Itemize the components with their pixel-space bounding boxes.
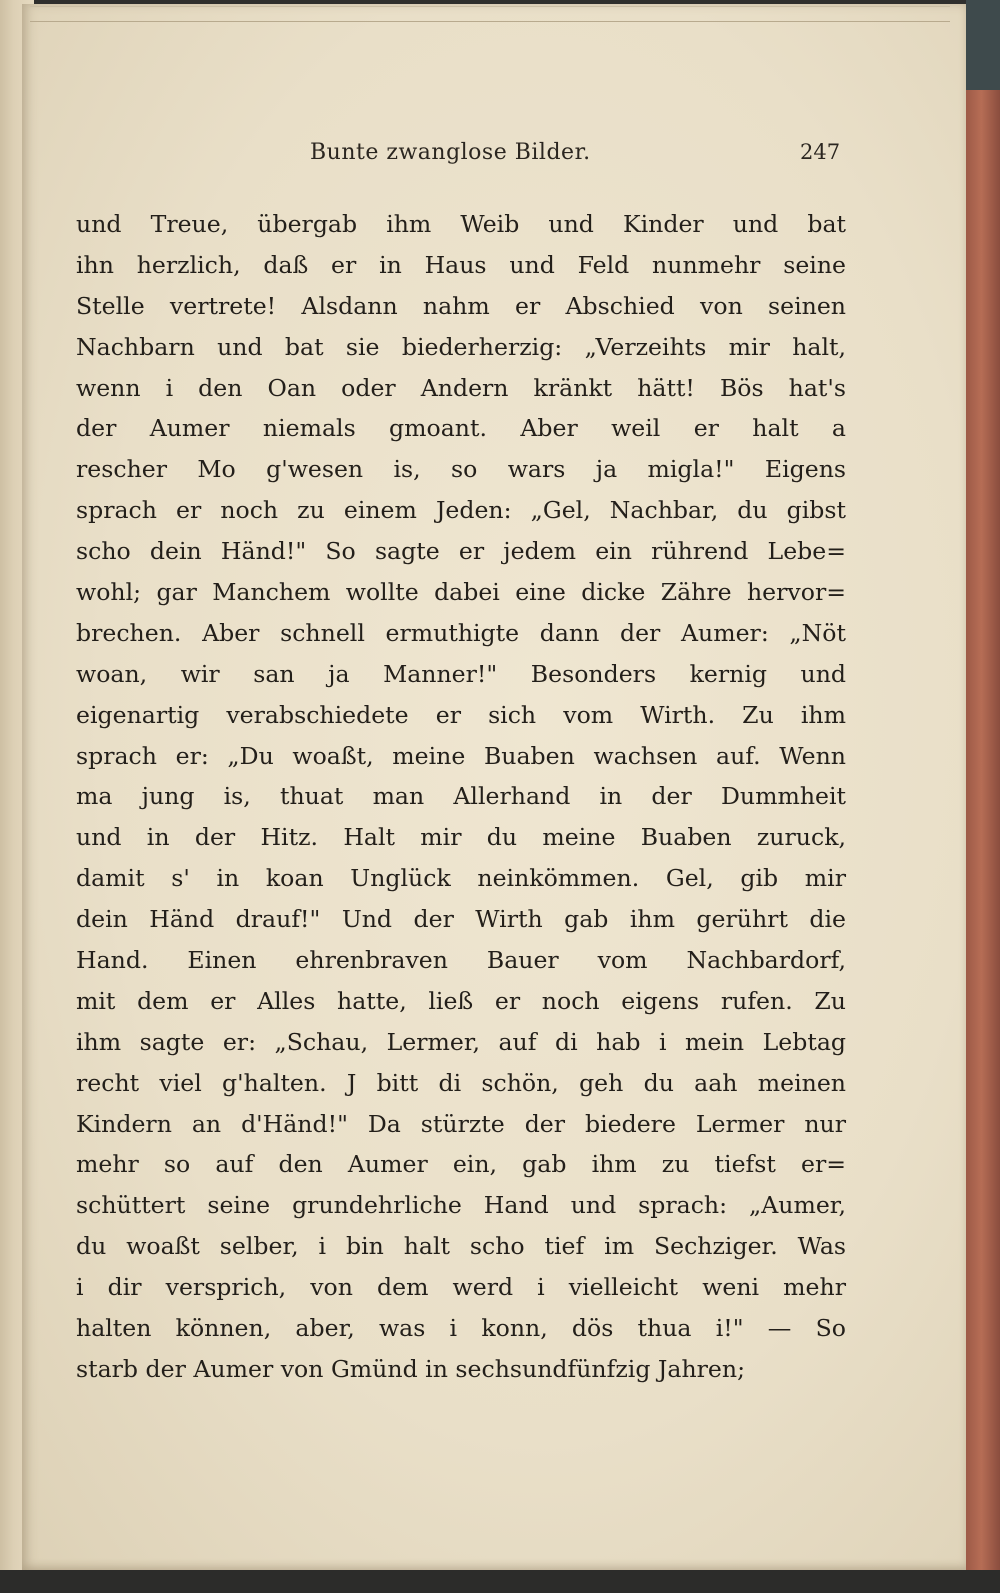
text-line: Stelle vertrete! Alsdann nahm er Abschied von seinen (76, 291, 846, 320)
page-top-edge (30, 6, 950, 22)
text-line: damit s' in koan Unglück neinkömmen. Gel, gib mir (76, 864, 846, 893)
text-line: dein Händ drauf!" Und der Wirth gab ihm gerührt die (76, 905, 846, 934)
running-title: Bunte zwanglose Bilder. (310, 140, 591, 165)
text-line: und Treue, übergab ihm Weib und Kinder und bat (76, 210, 846, 238)
text-line: mehr so auf den Aumer ein, gab ihm zu tiefst er= (76, 1150, 846, 1179)
text-line: rescher Mo g'wesen is, so wars ja migla!" Eigens (76, 455, 846, 484)
scan-bottom-border (0, 1570, 1000, 1593)
text-line: sprach er: „Du woaßt, meine Buaben wachsen auf. Wenn (76, 741, 846, 770)
text-line: halten können, aber, was i konn, dös thua i!" — So (76, 1314, 846, 1343)
text-line: ihm sagte er: „Schau, Lermer, auf di hab i mein Lebtag (76, 1027, 846, 1056)
text-line: und in der Hitz. Halt mir du meine Buaben zuruck, (76, 823, 846, 852)
text-line: woan, wir san ja Manner!" Besonders kernig und (76, 659, 846, 688)
text-line: i dir versprich, von dem werd i vielleicht weni mehr (76, 1273, 846, 1302)
text-line: der Aumer niemals gmoant. Aber weil er halt a (76, 414, 846, 443)
text-line: recht viel g'halten. J bitt di schön, geh du aah meinen (76, 1068, 846, 1097)
text-line: schüttert seine grundehrliche Hand und sprach: „Aumer, (76, 1191, 846, 1220)
text-line: eigenartig verabschiedete er sich vom Wirth. Zu ihm (76, 700, 846, 729)
text-line: Hand. Einen ehrenbraven Bauer vom Nachbardorf, (76, 946, 846, 975)
binding-corner (966, 0, 1000, 90)
text-line: wohl; gar Manchem wollte dabei eine dicke Zähre hervor= (76, 578, 846, 607)
text-line: sprach er noch zu einem Jeden: „Gel, Nachbar, du gibst (76, 496, 846, 525)
text-line: brechen. Aber schnell ermuthigte dann der Aumer: „Nöt (76, 618, 846, 647)
text-line: ihn herzlich, daß er in Haus und Feld nunmehr seine (76, 250, 846, 279)
text-line: du woaßt selber, i bin halt scho tief im Sechziger. Was (76, 1232, 846, 1261)
text-line: scho dein Händ!" So sagte er jedem ein rührend Lebe= (76, 537, 846, 566)
binding-cloth-edge (966, 90, 1000, 1593)
text-line: mit dem er Alles hatte, ließ er noch eigens rufen. Zu (76, 986, 846, 1015)
text-line: Nachbarn und bat sie biederherzig: „Verzeihts mir halt, (76, 332, 846, 361)
text-line: wenn i den Oan oder Andern kränkt hätt! Bös hat's (76, 373, 846, 402)
text-line: ma jung is, thuat man Allerhand in der Dummheit (76, 782, 846, 811)
body-text (76, 204, 856, 1390)
page-number: 247 (800, 140, 841, 164)
text-line: starb der Aumer von Gmünd in sechsundfünfzig Jahren; (76, 1354, 746, 1383)
text-line: Kindern an d'Händ!" Da stürzte der biedere Lermer nur (76, 1109, 846, 1138)
